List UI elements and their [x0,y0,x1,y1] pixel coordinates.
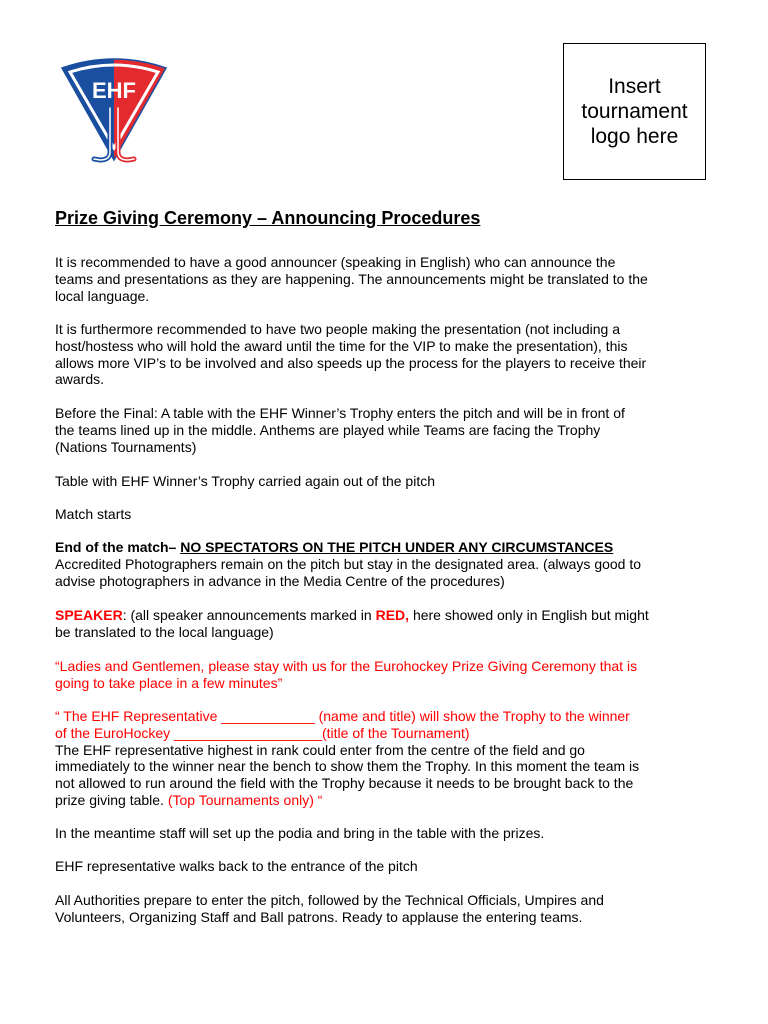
text-line: Volunteers, Organizing Staff and Ball patrons. Ready to applause the entering teams. [55,908,583,925]
ehf-logo [60,56,168,174]
placeholder-line: Insert [608,75,661,98]
text-line: It is furthermore recommended to have two people making the presentation (not including a [55,321,620,337]
text-line: allows more VIP’s to be involved and also speeds up the process for the players to receive their [55,354,647,371]
text-line: not allowed to run around the field with the Trophy because it needs to be brought back to the [55,775,634,792]
text-line: immediately to the winner near the bench to show them the Trophy. In this moment the team is [55,758,640,775]
text-line: teams and presentations as they are happening. The announcements might be translated to the [55,270,648,287]
text-line: Accredited Photographers remain on the pitch but stay in the designated area. (always good to [55,555,642,572]
paragraph-trophy-out [55,473,720,490]
text-line: “ The EHF Representative ____________ (name and title) will show the Trophy to the winner [55,708,630,724]
paragraph-speaker [55,607,720,641]
paragraph-match-starts [55,506,720,523]
text-line: It is recommended to have a good announcer (speaking in English) who can announce the [55,254,616,270]
text-line: All Authorities prepare to enter the pitch, followed by the Technical Officials, Umpires and [55,892,604,908]
text-segment: prize giving table. [55,791,168,808]
text-line: In the meantime staff will set up the podia and bring in the table with the prizes. [55,825,545,841]
text-line: advise photographers in advance in the Media Centre of the procedures) [55,572,505,589]
text-segment: : (all speaker announcements marked in [122,607,376,623]
text-line: local language. [55,287,150,304]
text-line: be translated to the local language) [55,623,274,640]
paragraph-authorities [55,892,720,926]
paragraph-announcer [55,254,720,304]
heading-bold: End of the match– [55,539,181,555]
text-line: the teams lined up in the middle. Anthems are played while Teams are facing the Trophy [55,421,601,438]
text-line: host/hostess who will hold the award until the time for the VIP to make the presentation), this [55,337,628,354]
paragraph-ehf-representative [55,708,720,809]
paragraph-representative-walks [55,858,720,875]
announcement-ladies-gentlemen [55,658,720,692]
text-line: (Nations Tournaments) [55,438,197,455]
heading-warning: NO SPECTATORS ON THE PITCH UNDER ANY CIRCUMSTANCES [180,539,614,555]
text-line: awards. [55,371,105,388]
paragraph-presentation [55,321,720,388]
document-title: Prize Giving Ceremony – Announcing Procedures [55,208,481,228]
text-line: The EHF representative highest in rank could enter from the centre of the field and go [55,741,585,758]
text-line: Table with EHF Winner’s Trophy carried again out of the pitch [55,473,436,489]
paragraph-end-of-match [55,539,720,589]
text-line [55,792,720,809]
speaker-label: SPEAKER [55,607,123,623]
text-line: Match starts [55,506,132,522]
text-line: EHF representative walks back to the entrance of the pitch [55,858,418,874]
text-line: of the EuroHockey ___________________(title of the Tournament) [55,724,470,741]
paragraph-podia [55,825,720,842]
text-segment: here showed only in English but might [409,607,649,623]
text-line [55,607,720,624]
text-line: going to take place in a few minutes” [55,674,283,691]
logo-text: EHF [92,78,136,103]
tournament-logo-placeholder [563,43,706,180]
section-heading [55,539,720,556]
text-line: “Ladies and Gentlemen, please stay with us for the Eurohockey Prize Giving Ceremony that is [55,658,638,674]
red-note: (Top Tournaments only) “ [167,791,323,808]
red-word: RED, [375,607,410,623]
paragraph-before-final [55,405,720,455]
text-line: Before the Final: A table with the EHF Winner’s Trophy enters the pitch and will be in front of [55,405,625,421]
placeholder-line: logo here [590,125,679,148]
placeholder-line: tournament [581,100,688,123]
